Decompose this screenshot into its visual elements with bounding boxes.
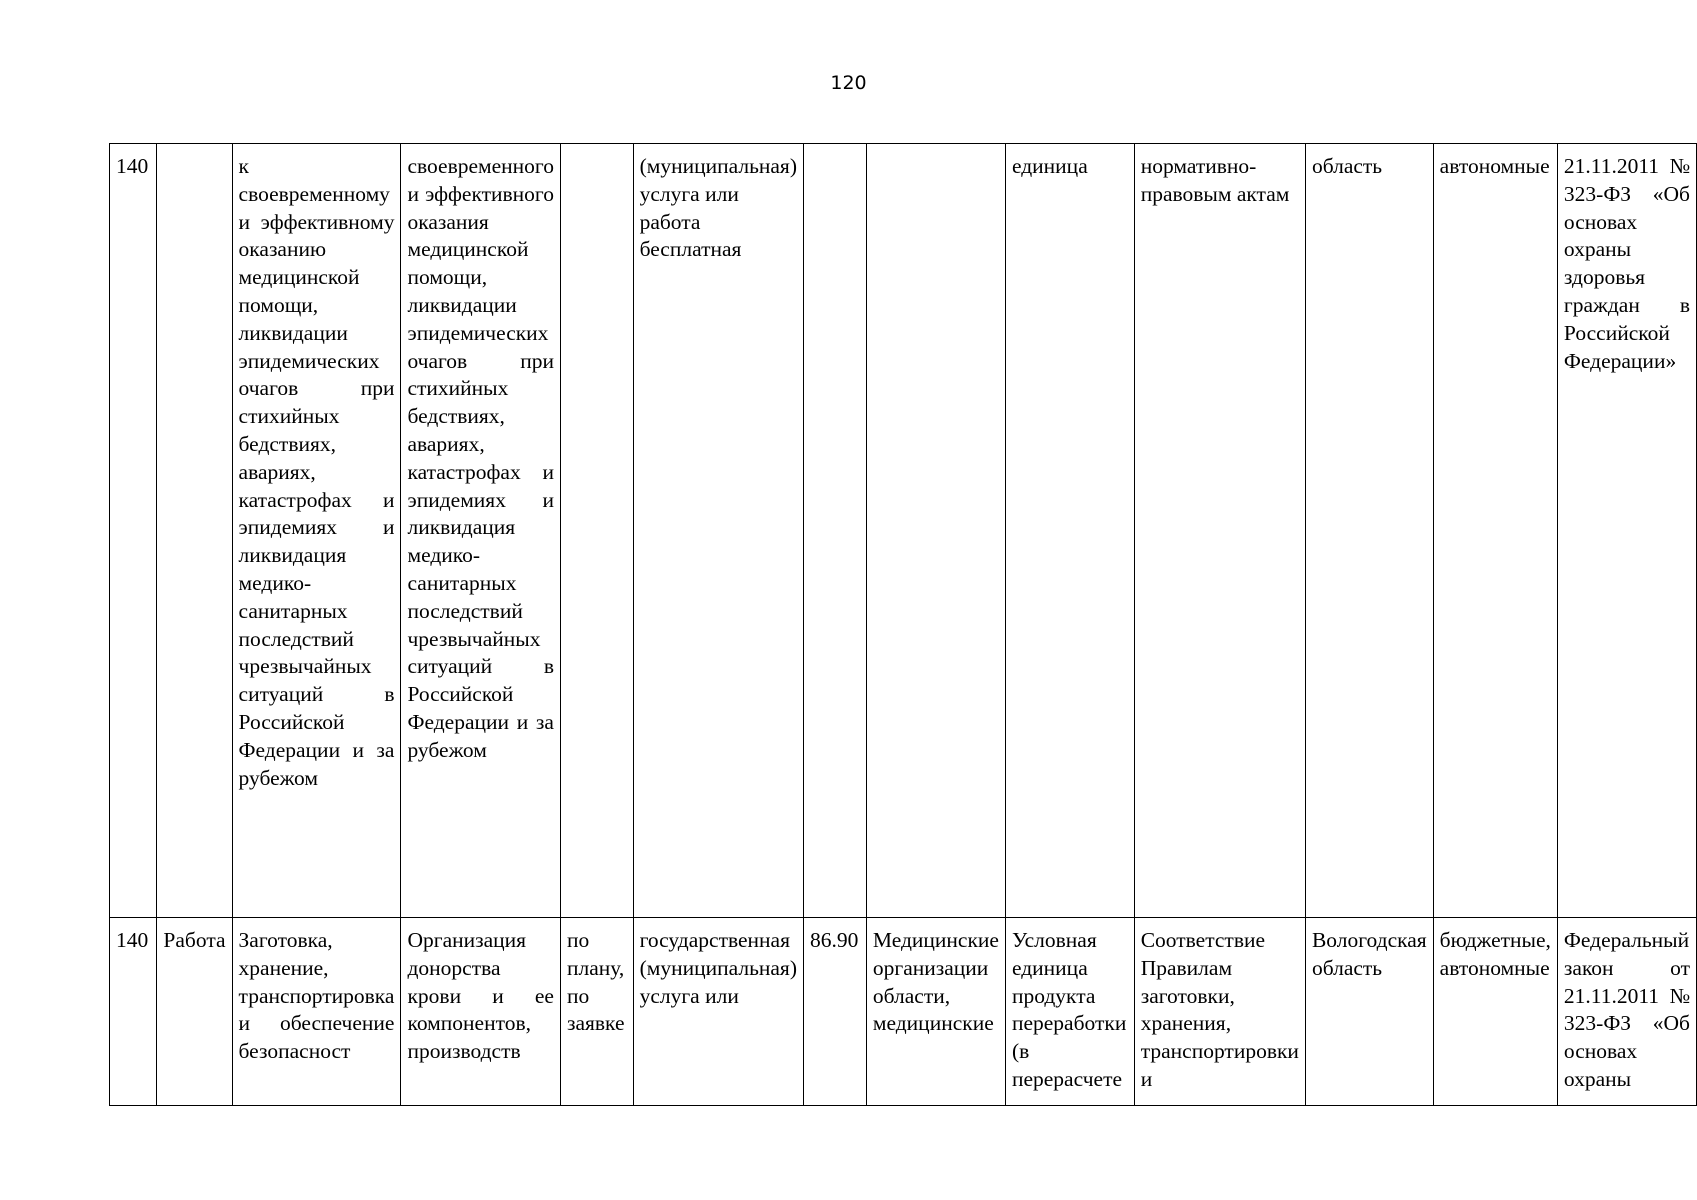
type-cell <box>157 144 232 918</box>
legal-basis-cell: 21.11.2011 № 323-ФЗ «Об основах охраны здоровья граждан в Российской Федерации» <box>1557 144 1696 918</box>
service-content-cell: Организация донорства крови и ее компонентов, производств <box>401 918 561 1106</box>
okved-code-cell: 86.90 <box>804 918 867 1106</box>
volume-unit-cell: единица <box>1005 144 1134 918</box>
page-number: 120 <box>830 72 867 94</box>
consumers-cell <box>866 144 1005 918</box>
okved-code-cell <box>804 144 867 918</box>
provision-terms-cell: по плану, по заявке <box>560 918 633 1106</box>
region-cell: область <box>1305 144 1433 918</box>
quality-indicator-cell: нормативно-правовым актам <box>1134 144 1305 918</box>
region-cell: Вологодская область <box>1305 918 1433 1106</box>
institution-type-cell: автономные <box>1433 144 1557 918</box>
volume-unit-cell: Условная единица продукта переработки (в перерасчете <box>1005 918 1134 1106</box>
service-name-cell: Заготовка, хранение, транспортировка и обеспечение безопасност <box>232 918 401 1106</box>
table-row <box>110 918 1697 1106</box>
quality-indicator-cell: Соответствие Правилам заготовки, хранения, транспортировки и <box>1134 918 1305 1106</box>
service-status-cell: (муниципальная) услуга или работа бесплатная <box>633 144 803 918</box>
provision-terms-cell <box>560 144 633 918</box>
legal-basis-cell: Федеральный закон от 21.11.2011 № 323-ФЗ «Об основах охраны <box>1557 918 1696 1106</box>
service-name-cell: к своевременному и эффективному оказанию медицинской помощи, ликвидации эпидемических очагов при стихийных бедствиях, авариях, катастрофах и эпидемиях и ликвидация медико-санитарных последствий чрезвычайных ситуаций в Российской Федерации и за рубежом <box>232 144 401 918</box>
consumers-cell: Медицинские организации области, медицинские <box>866 918 1005 1106</box>
row-number-cell: 140 <box>110 144 157 918</box>
row-number-cell: 140 <box>110 918 157 1106</box>
institution-type-cell: бюджетные, автономные <box>1433 918 1557 1106</box>
services-register-table <box>109 143 1697 1106</box>
service-content-cell: своевременного и эффективного оказания медицинской помощи, ликвидации эпидемических очагов при стихийных бедствиях, авариях, катастрофах и эпидемиях и ликвидация медико-санитарных последствий чрезвычайных ситуаций в Российской Федерации и за рубежом <box>401 144 561 918</box>
table-row <box>110 144 1697 918</box>
service-status-cell: государственная (муниципальная) услуга или <box>633 918 803 1106</box>
type-cell: Работа <box>157 918 232 1106</box>
